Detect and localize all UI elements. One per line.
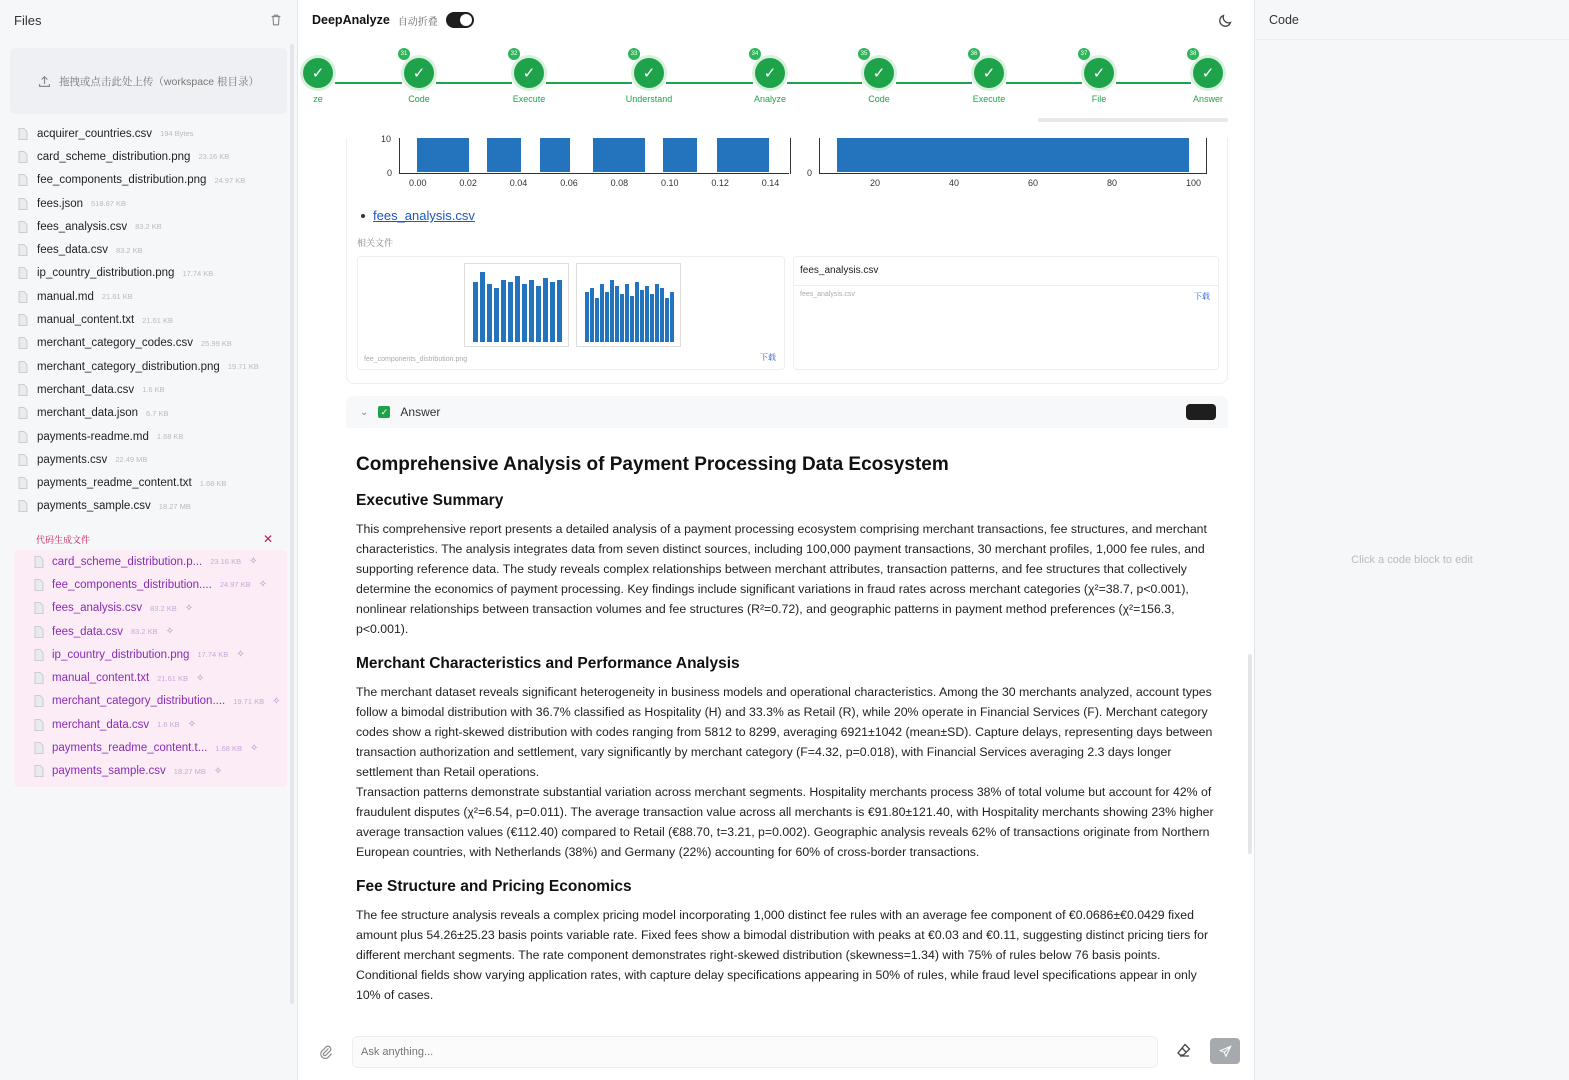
file-item[interactable]: [0, 122, 297, 145]
sparkle-icon[interactable]: ✧: [213, 765, 223, 777]
file-icon: [32, 764, 46, 778]
file-icon: [32, 578, 46, 592]
file-size: 25.99 KB: [200, 338, 232, 348]
thumbnail-bar: [630, 296, 634, 342]
moon-icon[interactable]: [1218, 12, 1234, 28]
sparkle-icon[interactable]: ✧: [250, 742, 259, 754]
file-size: 23.16 KB: [198, 152, 230, 162]
file-item[interactable]: [0, 145, 297, 168]
thumbnail-bar: [615, 286, 619, 342]
step-7[interactable]: [954, 51, 1024, 104]
file-icon: [16, 220, 30, 234]
file-icon: [16, 290, 30, 304]
check-icon: ✓ 36: [974, 58, 1004, 88]
file-name: ip_country_distribution.png: [52, 648, 190, 661]
download-link[interactable]: 下载: [760, 353, 776, 362]
file-name: merchant_data.csv: [37, 383, 135, 396]
paragraph: Transaction patterns demonstrate substantial variation across merchant segments. Hospitality merchants process 38% of total volume but account for 42% of fraudulent disputes (χ²=6.54, p=0.011). The average transaction value across all merchants is €91.80±121.40, with Hospitality merchants showing 23% higher average transaction values (€112.40) compared to Retail (€88.70, t=3.21, p=0.002). Geographic analysis reveals 62% of transactions originate from Northern European countries, with Netherlands (38%) and Germany (22%) accounting for 60% of cross-border transactions.: [356, 785, 1214, 859]
thumbnail-bar: [610, 280, 614, 342]
step-1[interactable]: [283, 58, 353, 104]
histogram-bar: [417, 138, 469, 172]
file-name: payments.csv: [37, 453, 108, 466]
file-name: merchant_data.json: [37, 407, 139, 420]
thumbnail-bar: [557, 280, 562, 342]
file-size: 24.97 KB: [214, 175, 246, 185]
file-size: 83.2 KB: [115, 245, 143, 255]
chat-input-bar: [298, 1024, 1254, 1080]
send-button[interactable]: [1210, 1038, 1240, 1064]
check-icon: ✓ 38: [1193, 58, 1223, 88]
x-tick: 0.10: [661, 178, 679, 188]
file-name: manual_content.txt: [52, 672, 150, 685]
image-file-card[interactable]: [357, 256, 785, 370]
generated-file-item[interactable]: [14, 550, 287, 573]
answer-title: Comprehensive Analysis of Payment Processing Data Ecosystem: [356, 454, 949, 475]
auto-fold-label: 自动折叠: [397, 16, 438, 28]
thumbnail-bar: [635, 282, 639, 342]
file-icon: [16, 243, 30, 257]
file-item[interactable]: [0, 308, 297, 331]
x-tick: 0.04: [509, 178, 528, 188]
x-tick: 80: [1107, 178, 1118, 188]
thumbnail-bar: [501, 280, 506, 342]
thumbnail-bar: [640, 290, 644, 342]
file-icon: [16, 266, 30, 280]
generated-file-item[interactable]: [14, 690, 287, 713]
x-tick: 0.12: [711, 178, 729, 188]
file-size: 21.61 KB: [142, 315, 174, 325]
step-number: 34: [749, 48, 761, 60]
x-tick: 40: [949, 178, 960, 188]
file-name: fees_analysis.csv: [37, 220, 128, 233]
paragraph: This comprehensive report presents a detailed analysis of a payment processing ecosystem comprising merchant transactions, fee structures, and merchant characteristics. The analysis integrates data from seven distinct sources, including 100,000 payment transactions, 30 merchant profiles, 1,000 fee rules, and supporting reference data. The study reveals complex relationships between merchant attributes, transaction patterns, and fee structures that collectively determine the economics of payment processing. Key findings include significant variations in fraud rates across merchant categories (χ²=38.7, p<0.001), nonlinear relationships between transaction volumes and fee structures (R²=0.72), and geographic patterns in payment method preferences (χ²=156.3, p<0.001).: [356, 522, 1207, 636]
thumbnail-bar: [595, 298, 599, 342]
file-icon: [32, 555, 46, 569]
step-label: Analyze: [753, 94, 787, 104]
file-icon: [32, 694, 46, 708]
x-tick: 0.00: [409, 178, 427, 188]
generated-file-item[interactable]: [14, 667, 287, 690]
file-name: merchant_category_codes.csv: [37, 337, 193, 350]
file-size: 17.74 KB: [182, 268, 214, 278]
close-icon[interactable]: ✕: [262, 532, 273, 547]
step-3[interactable]: [494, 51, 564, 104]
check-icon: ✓ 34: [755, 58, 785, 88]
file-icon: [16, 197, 30, 211]
file-name: merchant_category_distribution....: [52, 695, 226, 708]
histogram-bar: [487, 138, 521, 172]
top-bar: [298, 0, 1254, 40]
thumbnail-bar: [625, 284, 629, 342]
file-size: 1.68 KB: [215, 743, 243, 753]
y-tick: 0: [387, 168, 393, 178]
check-icon: ✓ 35: [864, 58, 894, 88]
sparkle-icon[interactable]: ✧: [165, 626, 175, 638]
related-files-label: 相关文件: [357, 238, 394, 248]
file-icon: [16, 173, 30, 187]
histogram-left: [381, 134, 791, 188]
file-size: 1.68 KB: [156, 432, 184, 441]
step-number: 37: [1078, 48, 1090, 60]
csv-subtitle: fees_analysis.csv: [800, 291, 855, 298]
thumbnail-bar: [480, 272, 485, 342]
file-item[interactable]: [0, 332, 297, 355]
x-tick: 100: [1186, 178, 1202, 188]
upload-icon: [38, 75, 51, 88]
sparkle-icon[interactable]: ✧: [196, 672, 205, 684]
files-header: [0, 0, 297, 40]
step-4[interactable]: [614, 51, 684, 104]
file-icon: [32, 671, 46, 685]
y-tick: 10: [381, 134, 392, 144]
step-number: 33: [628, 48, 640, 60]
file-item[interactable]: [0, 192, 297, 215]
thumbnail-bar: [655, 284, 659, 342]
generated-file-list: [14, 550, 287, 787]
check-icon: ✓: [378, 406, 390, 418]
sparkle-icon[interactable]: ✧: [249, 556, 258, 568]
x-tick: 0.06: [560, 178, 578, 188]
file-item[interactable]: [0, 285, 297, 308]
sparkle-icon[interactable]: ✧: [258, 579, 268, 591]
histogram-bar: [663, 138, 697, 172]
x-tick: 0.14: [761, 178, 780, 188]
file-size: 18.27 MB: [173, 766, 206, 776]
step-label: Answer: [1192, 94, 1223, 104]
file-size: 18.27 MB: [158, 501, 191, 511]
thumbnail-bar: [620, 294, 624, 342]
file-size: 518.87 KB: [91, 199, 127, 209]
file-size: 194 Bytes: [160, 129, 194, 139]
y-tick: 0: [807, 168, 813, 178]
file-item[interactable]: [0, 402, 297, 425]
step-number: 32: [508, 48, 520, 60]
section-heading: Merchant Characteristics and Performance Analysis: [356, 655, 740, 672]
thumbnail-bar: [585, 292, 589, 342]
x-tick: 0.02: [459, 178, 477, 188]
file-name: ip_country_distribution.png: [37, 267, 175, 280]
file-name: fees_data.csv: [52, 625, 123, 638]
paragraph: The fee structure analysis reveals a complex pricing model incorporating 1,000 distinct fee rules with an average fee component of €0.0686±€0.0429 fixed amount plus 54.26±25.23 basis points variable rate. Fixed fees show a bimodal distribution with peaks at €0.03 and €0.11, suggesting distinct pricing tiers for different merchant segments. The rate component demonstrates right-skewed distribution (skewness=1.34) with 75% of rules below 76 basis points. Conditional fields show varying application rates, with capture delay specifications appearing in 50% of rules, while fraud level specifications appear in only 10% of cases.: [356, 908, 1209, 1002]
file-name: fee_components_distribution....: [52, 578, 212, 591]
generated-files-title: 代码生成文件: [36, 534, 91, 545]
bullet: [361, 214, 365, 218]
file-icon: [16, 127, 30, 141]
answer-section-header[interactable]: [346, 396, 1228, 428]
thumbnail-bar: [529, 280, 534, 342]
thumbnail-bar: [494, 288, 499, 342]
analysis-output: [346, 134, 1228, 384]
file-icon: [32, 718, 46, 732]
step-8[interactable]: [1064, 51, 1134, 104]
file-icon: [32, 741, 46, 755]
file-item[interactable]: [0, 355, 297, 378]
stepper-scrollbar[interactable]: [1038, 118, 1228, 122]
histogram-bar: [540, 138, 570, 172]
file-name: payments_sample.csv: [52, 765, 166, 778]
generated-file-item[interactable]: [14, 713, 287, 736]
chevron-down-icon[interactable]: ⌄: [360, 406, 369, 418]
file-icon: [32, 648, 46, 662]
auto-fold-toggle[interactable]: [446, 12, 474, 28]
generated-files-header: [0, 530, 297, 548]
thumbnail-bar: [550, 282, 555, 342]
files-title: Files: [14, 12, 42, 28]
trash-icon[interactable]: [269, 13, 283, 27]
file-name: manual_content.txt: [37, 314, 135, 327]
histogram-bar: [593, 138, 645, 172]
file-size: 19.71 KB: [227, 362, 259, 372]
check-icon: ✓ 31: [404, 58, 434, 88]
file-name: payments_sample.csv: [37, 500, 151, 513]
answer-label: Answer: [400, 405, 441, 419]
app-name: DeepAnalyze: [312, 13, 390, 27]
file-item[interactable]: [0, 495, 297, 518]
file-icon: [16, 360, 30, 374]
thumbnail-bar: [645, 286, 649, 342]
file-name: manual.md: [37, 290, 94, 303]
csv-file-card[interactable]: [793, 256, 1219, 370]
files-panel: [0, 0, 298, 1080]
x-tick: 60: [1028, 178, 1039, 188]
file-icon: [16, 430, 30, 444]
thumbnail-bar: [590, 288, 594, 342]
csv-title: fees_analysis.csv: [800, 265, 879, 276]
check-icon: ✓ 37: [1084, 58, 1114, 88]
code-header: Code: [1255, 0, 1569, 40]
step-2[interactable]: [384, 51, 454, 104]
paperclip-icon[interactable]: [318, 1044, 334, 1060]
thumbnail-bar: [660, 288, 664, 342]
file-name: card_scheme_distribution.p...: [52, 555, 203, 568]
thumbnail-bar: [508, 282, 513, 342]
file-icon: [16, 383, 30, 397]
file-icon: [16, 313, 30, 327]
step-label: ze: [313, 94, 323, 104]
thumbnail-bar: [515, 276, 520, 342]
file-size: 83.2 KB: [150, 603, 177, 613]
generated-file-item[interactable]: [14, 760, 287, 783]
file-name: fees_analysis.csv: [52, 602, 143, 615]
file-size: 83.2 KB: [135, 222, 162, 232]
file-size: 23.16 KB: [210, 557, 242, 567]
file-size: 6.7 KB: [146, 408, 169, 418]
file-item[interactable]: [0, 169, 297, 192]
histogram-bar: [717, 138, 769, 172]
file-item[interactable]: [0, 238, 297, 261]
generated-file-item[interactable]: [14, 736, 287, 759]
main-panel: [298, 0, 1254, 1080]
step-label: Execute: [512, 94, 546, 104]
answer-action-button[interactable]: [1186, 404, 1216, 420]
file-name: payments_readme_content.t...: [52, 742, 208, 755]
file-item[interactable]: [0, 378, 297, 401]
thumbnail-bar: [543, 278, 548, 342]
step-label: File: [1091, 94, 1107, 104]
file-size: 24.97 KB: [219, 580, 251, 590]
upload-dropzone[interactable]: [10, 48, 287, 114]
file-size: 19.71 KB: [233, 696, 265, 706]
file-name: merchant_data.csv: [52, 718, 150, 731]
check-icon: ✓: [303, 58, 333, 88]
chart-thumbnail: [576, 263, 681, 347]
file-size: 1.6 KB: [142, 385, 165, 395]
file-icon: [16, 150, 30, 164]
file-icon: [16, 499, 30, 513]
file-icon: [32, 601, 46, 615]
thumbnail-bar: [487, 284, 492, 342]
file-name: fees.json: [37, 197, 84, 210]
main-scrollbar[interactable]: [1248, 654, 1252, 854]
x-tick: 20: [870, 178, 881, 188]
left-scrollbar[interactable]: [290, 44, 294, 1004]
ask-input[interactable]: [352, 1036, 1158, 1068]
generated-file-item[interactable]: [14, 597, 287, 620]
file-name: payments_readme_content.txt: [37, 477, 192, 490]
thumbnail-bar: [600, 284, 604, 342]
file-size: 21.61 KB: [101, 292, 133, 302]
thumbnail-bar: [473, 282, 478, 342]
section-heading: Executive Summary: [356, 492, 504, 509]
histogram-bar: [837, 138, 1189, 172]
thumbnail-bar: [665, 298, 669, 342]
image-caption: fee_components_distribution.png: [364, 356, 468, 363]
paragraph: The merchant dataset reveals significant heterogeneity in business models and operational characteristics. Among the 30 merchants analyzed, account types follow a bimodal distribution with 36.7% classified as Hospitality (H) and 33.3% as Retail (R), while 20% operate in Financial Services (F). Merchant category codes show a right-skewed distribution with codes ranging from 5812 to 8299, averaging 6921±1042 (mean±SD). Capture delays, representing days between transaction authorization and settlement, vary significantly by merchant category (F=4.32, p=0.018), with Financial Services averaging 2.3 days longer settlement than Retail operations.: [356, 685, 1213, 779]
step-number: 35: [858, 48, 870, 60]
eraser-icon[interactable]: [1176, 1042, 1192, 1058]
progress-stepper: [311, 51, 1238, 122]
thumbnail-bar: [536, 286, 541, 342]
file-icon: [16, 336, 30, 350]
file-size: 1.6 KB: [157, 720, 180, 730]
file-size: 1.68 KB: [199, 478, 227, 488]
step-label: Understand: [625, 94, 673, 104]
step-label: Execute: [972, 94, 1006, 104]
file-icon: [16, 453, 30, 467]
chart-thumbnail: [464, 263, 569, 347]
check-icon: ✓ 33: [634, 58, 664, 88]
step-number: 31: [398, 48, 410, 60]
step-9[interactable]: [1173, 51, 1243, 104]
file-size: 22.49 MB: [115, 455, 148, 465]
file-size: 17.74 KB: [197, 650, 229, 660]
sparkle-icon[interactable]: ✧: [187, 719, 197, 731]
x-tick: 0.08: [610, 178, 629, 188]
file-name: fees_data.csv: [37, 244, 108, 257]
sparkle-icon[interactable]: ✧: [272, 695, 281, 707]
step-6[interactable]: [844, 51, 914, 104]
thumbnail-bar: [650, 294, 654, 342]
file-name: card_scheme_distribution.png: [37, 150, 191, 163]
file-icon: [32, 625, 46, 639]
check-icon: ✓ 32: [514, 58, 544, 88]
fees-analysis-link[interactable]: fees_analysis.csv: [373, 208, 475, 223]
thumbnail-bar: [670, 292, 674, 342]
file-size: 83.2 KB: [130, 627, 158, 637]
file-item[interactable]: [0, 262, 297, 285]
thumbnail-bar: [522, 284, 527, 342]
thumbnail-bar: [605, 292, 609, 342]
step-number: 38: [1187, 48, 1199, 60]
upload-text: 拖拽或点击此处上传（workspace 根目录）: [58, 75, 260, 88]
code-hint: Click a code block to edit: [1351, 554, 1473, 566]
file-item[interactable]: [0, 215, 297, 238]
generated-file-item[interactable]: [14, 620, 287, 643]
file-name: payments-readme.md: [37, 430, 149, 443]
step-label: Code: [408, 94, 430, 104]
send-icon: [1219, 1045, 1232, 1058]
sparkle-icon[interactable]: ✧: [236, 649, 245, 661]
generated-file-item[interactable]: [14, 643, 287, 666]
file-name: fee_components_distribution.png: [37, 174, 207, 187]
file-icon: [16, 476, 30, 490]
step-number: 36: [968, 48, 980, 60]
file-item[interactable]: [0, 471, 297, 494]
code-panel: [1254, 0, 1569, 1080]
download-link[interactable]: 下载: [1194, 292, 1210, 301]
section-heading: Fee Structure and Pricing Economics: [356, 878, 632, 895]
sparkle-icon[interactable]: ✧: [184, 602, 194, 614]
file-item[interactable]: [0, 448, 297, 471]
file-icon: [16, 406, 30, 420]
generated-file-item[interactable]: [14, 573, 287, 596]
step-5[interactable]: [735, 51, 805, 104]
file-name: acquirer_countries.csv: [37, 127, 153, 140]
file-item[interactable]: [0, 425, 297, 448]
answer-content: [346, 428, 1228, 1024]
step-label: Code: [868, 94, 890, 104]
file-name: merchant_category_distribution.png: [37, 360, 220, 373]
file-list: [0, 122, 297, 518]
file-size: 21.61 KB: [157, 673, 189, 683]
